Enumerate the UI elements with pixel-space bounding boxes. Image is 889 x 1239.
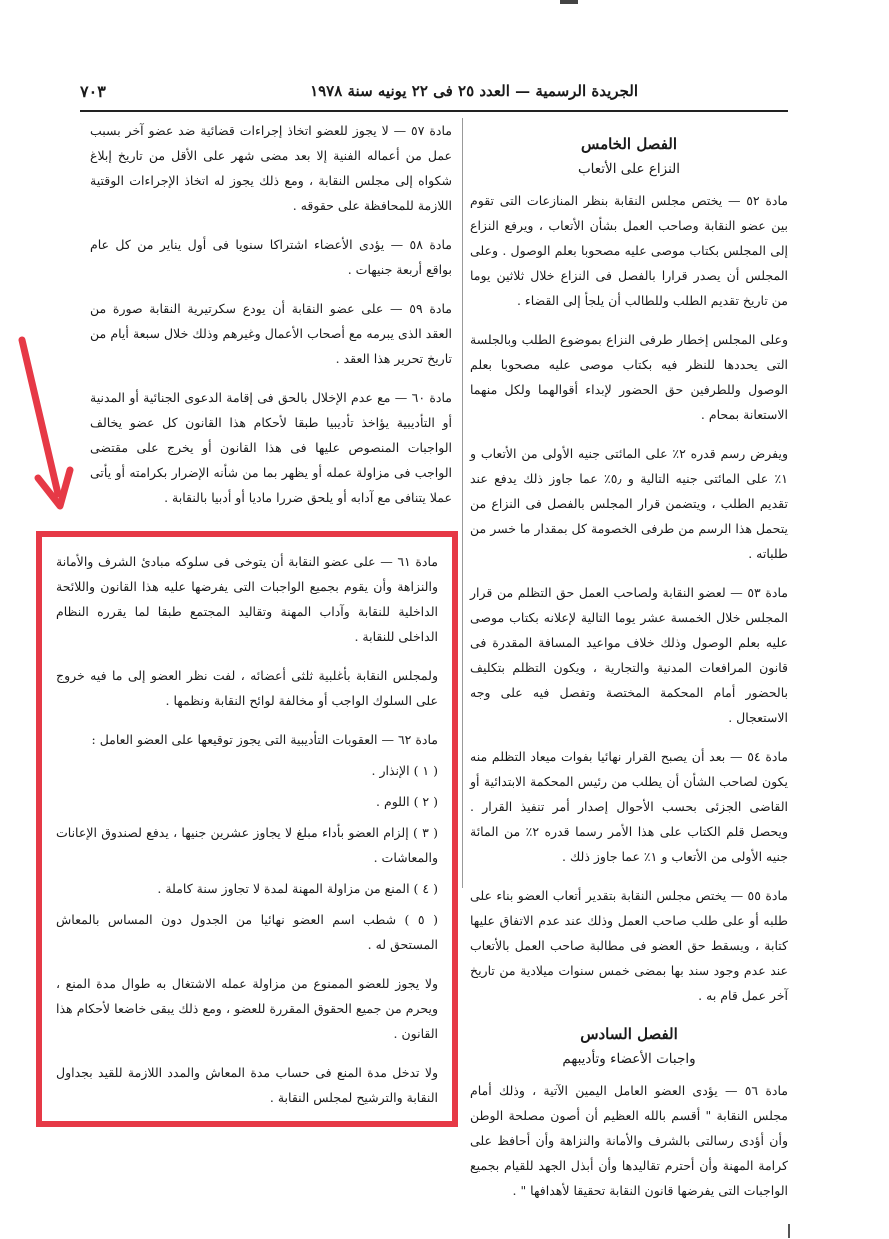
scan-mark xyxy=(560,0,578,4)
gazette-title: الجريدة الرسمية — العدد ٢٥ فى ٢٢ يونيه سنة ١٩٧٨ xyxy=(310,82,638,100)
pension-clause: ولا تدخل مدة المنع فى حساب مدة المعاش والمدد اللازمة للقيد بجداول النقابة والترشيح لمجلس النقابة . xyxy=(56,1065,438,1105)
right-column xyxy=(470,128,788,1217)
article-62: مادة ٦٢ — العقوبات التأديبية التى يجوز توقيعها على العضو العامل : xyxy=(91,732,438,747)
header-rule xyxy=(80,110,788,112)
penalty-item: ( ٤ ) المنع من مزاولة المهنة لمدة لا تجاوز سنة كاملة . xyxy=(157,881,438,896)
article-53: مادة ٥٣ — لعضو النقابة ولصاحب العمل حق التظلم من قرار المجلس خلال الخمسة عشر يوما التالية لإعلانه بكتاب موصى عليه بعلم الوصول وذلك خلاف مواعيد المسافة المقدرة فى قانون المرافعات المدنية والتجارية ، ويكون التظلم بتكليف بالحضور أمام المحكمة المختصة وتفصل فيه على وجه الاستعجال . xyxy=(470,585,788,725)
penalty-item: ( ١ ) الإنذار . xyxy=(371,763,438,778)
penalty-item: ( ٣ ) إلزام العضو بأداء مبلغ لا يجاوز عشرين جنيها ، يدفع لصندوق الإعانات والمعاشات . xyxy=(56,825,438,865)
chapter-five-title: الفصل الخامس xyxy=(580,135,678,153)
column-divider xyxy=(462,118,463,888)
chapter-six-title: الفصل السادس xyxy=(580,1025,678,1043)
article-59: مادة ٥٩ — على عضو النقابة أن يودع سكرتيرية النقابة صورة من العقد الذى يبرمه مع أصحاب الأعمال وغيرهم وذلك خلال سبعة أيام من تاريخ تحرير هذا العقد . xyxy=(90,301,453,366)
highlight-box xyxy=(36,531,458,1127)
article-55: مادة ٥٥ — يختص مجلس النقابة بتقدير أتعاب العضو بناء على طلبه أو على طلب صاحب العمل وذلك عند عدم الاتفاق عليها كتابة ، ويسقط حق العضو فى مطالبة صاحب العمل بالأتعاب عند عدم وجود سند بها بمضى خمس سنوات ميلادية من تاريخ آخر عمل قام به . xyxy=(470,888,789,1003)
article-52: مادة ٥٢ — يختص مجلس النقابة بنظر المنازعات التى تقوم بين عضو النقابة وصاحب العمل بشأن الأتعاب ، ويرفع النزاع إلى المجلس بكتاب موصى عليه مصحوبا بعلم الوصول . وعلى المجلس أن يصدر قرارا بالفصل فى النزاع خلال ثلاثين يوما من تاريخ تقديم الطلب وللطالب أن يلجأ إلى القضاء . xyxy=(470,193,788,308)
article-60: مادة ٦٠ — مع عدم الإخلال بالحق فى إقامة الدعوى الجنائية أو المدنية أو التأديبية يؤاخذ تأديبيا طبقا لأحكام هذا القانون كل عضو يخالف الواجبات المنصوص عليها فى هذا القانون أو يخرج على مقتضى الواجب فى مزاولة عمله أو يظهر بما من شأنه الإضرار بكرامته أو يأتى عملا يتنافى مع آدابه أو يلحق ضررا ماديا أو أدبيا بالنقابة . xyxy=(90,390,453,505)
scan-mark xyxy=(788,1224,790,1238)
page-number: ٧٠٣ xyxy=(80,82,106,101)
article-54: مادة ٥٤ — بعد أن يصبح القرار نهائيا بفوات ميعاد التظلم منه يكون لصاحب الشأن أن يطلب من رئيس المحكمة الابتدائية أو القاضى الجزئى بحسب الأحوال إصدار أمر تنفيذ القرار . ويحصل قلم الكتاب على هذا الأمر رسما قدره ٢٪ من المائة جنيه الأولى من الأتعاب و ١٪ عما جاوز ذلك . xyxy=(470,749,788,864)
article-61: مادة ٦١ — على عضو النقابة أن يتوخى فى سلوكه مبادئ الشرف والأمانة والنزاهة وأن يقوم بجميع الواجبات التى يفرضها عليه هذا القانون واللائحة الداخلية للنقابة وآداب المهنة وتقاليد المجتمع طبقا لما يقرره النظام الداخلى للنقابة . xyxy=(56,554,438,644)
page-header xyxy=(80,82,788,108)
suspension-clause: ولا يجوز للعضو الممنوع من مزاولة عمله الاشتغال به طوال مدة المنع ، ويحرم من جميع الحقوق المقررة للعضو ، ومع ذلك يبقى خاضعا لأحكام هذا القانون . xyxy=(56,976,438,1041)
article-52-notice: وعلى المجلس إخطار طرفى النزاع بموضوع الطلب وبالجلسة التى يحددها للنظر فيه بكتاب موصى عليه مصحوبا بعلم الوصول وللطرفين حق الحضور لإبداء أقوالهما ولكل منهما الاستعانة بمحام . xyxy=(470,332,788,422)
article-56: مادة ٥٦ — يؤدى العضو العامل اليمين الآتية ، وذلك أمام مجلس النقابة " أقسم بالله العظيم أن أصون مصلحة الوطن وأن أؤدى رسالتى بالشرف والأمانة والنزاهة وأن أحافظ على كرامة المهنة وأن أحترم تقاليدها وأن أبذل الجهد للقيام بجميع الواجبات التى يفرضها قانون النقابة تحقيقا لأهدافها " . xyxy=(470,1083,789,1198)
penalty-item: ( ٥ ) شطب اسم العضو نهائيا من الجدول دون المساس بالمعاش المستحق له . xyxy=(56,912,438,952)
highlight-arrow-icon xyxy=(14,336,74,516)
boxed-column xyxy=(56,549,438,1124)
article-57: مادة ٥٧ — لا يجوز للعضو اتخاذ إجراءات قضائية ضد عضو آخر بسبب عمل من أعماله الفنية إلا بعد مضى شهر على الأقل من تاريخ إبلاغ شكواه إلى مجلس النقابة ، ومع ذلك يجوز له اتخاذ الإجراءات الوقتية اللازمة للمحافظة على حقوقه . xyxy=(90,123,452,213)
article-58: مادة ٥٨ — يؤدى الأعضاء اشتراكا سنويا فى أول يناير من كل عام بواقع أربعة جنيهات . xyxy=(90,237,452,277)
chapter-six-subtitle: واجبات الأعضاء وتأديبهم xyxy=(562,1051,696,1067)
article-52-fee: ويفرض رسم قدره ٢٪ على المائتى جنيه الأولى من الأتعاب و ١٪ على المائتى جنيه التالية و ٥٫٪ عما جاوز ذلك يدفع عند تقديم الطلب ، ويتضمن قرار المجلس بالفصل فى النزاع من يتحمل هذا الرسم من طرفى الخصومة كل بمقدار ما خسر من طلباته . xyxy=(470,446,788,561)
penalty-item: ( ٢ ) اللوم . xyxy=(376,794,438,809)
left-column xyxy=(90,118,452,524)
article-61-council: ولمجلس النقابة بأغلبية ثلثى أعضائه ، لفت نظر العضو إلى ما فيه خروج على السلوك الواجب أو مخالفة لوائح النقابة ونظمها . xyxy=(56,668,438,708)
chapter-five-subtitle: النزاع على الأتعاب xyxy=(577,161,681,177)
